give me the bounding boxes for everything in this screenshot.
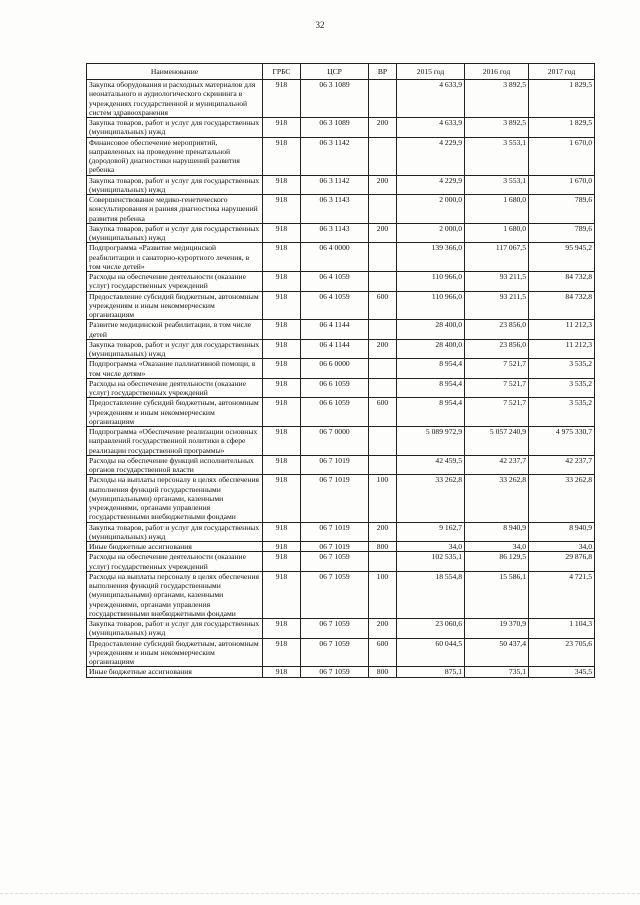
cell-2017: 29 876,8 — [529, 552, 595, 572]
cell-2015: 8 954,4 — [397, 378, 465, 398]
cell-vr: 200 — [369, 619, 397, 639]
cell-2017: 23 705,6 — [529, 638, 595, 667]
cell-csr: 06 4 1059 — [301, 291, 369, 320]
cell-vr: 800 — [369, 542, 397, 552]
cell-csr: 06 7 1019 — [301, 475, 369, 522]
cell-grbs: 918 — [263, 272, 301, 292]
cell-2017: 34,0 — [529, 542, 595, 552]
cell-name: Иные бюджетные ассигнования — [87, 542, 263, 552]
table-row — [87, 320, 595, 340]
cell-2015: 34,0 — [397, 542, 465, 552]
table-row — [87, 223, 595, 243]
cell-name: Закупка товаров, работ и услуг для государственных (муниципальных) нужд — [87, 522, 263, 542]
cell-2017: 4 721,5 — [529, 571, 595, 618]
cell-vr — [369, 320, 397, 340]
table-row — [87, 378, 595, 398]
cell-2015: 8 954,4 — [397, 398, 465, 427]
table-row — [87, 80, 595, 118]
cell-grbs: 918 — [263, 455, 301, 475]
cell-csr: 06 7 1059 — [301, 619, 369, 639]
cell-grbs: 918 — [263, 427, 301, 456]
header-grbs: ГРБС — [263, 64, 301, 80]
table-row — [87, 619, 595, 639]
cell-2016: 8 940,9 — [465, 522, 529, 542]
cell-csr: 06 7 1059 — [301, 638, 369, 667]
cell-2016: 117 067,5 — [465, 243, 529, 272]
cell-2017: 789,6 — [529, 223, 595, 243]
cell-name: Расходы на обеспечение функций исполнительных органов государственной власти — [87, 455, 263, 475]
cell-grbs: 918 — [263, 378, 301, 398]
header-2017: 2017 год — [529, 64, 595, 80]
header-2015: 2015 год — [397, 64, 465, 80]
cell-grbs: 918 — [263, 359, 301, 379]
cell-2016: 735,1 — [465, 667, 529, 677]
page-number: 32 — [315, 20, 325, 30]
cell-grbs: 918 — [263, 195, 301, 224]
table-row — [87, 291, 595, 320]
cell-vr — [369, 80, 397, 118]
cell-name: Предоставление субсидий бюджетным, автономным учреждениям и иным некоммерческим организациям — [87, 638, 263, 667]
cell-grbs: 918 — [263, 619, 301, 639]
cell-2017: 42 237,7 — [529, 455, 595, 475]
cell-name: Расходы на выплаты персоналу в целях обеспечения выполнения функций государственными (муниципальными) органами, казенными учреждениями, органами управления государственными внебюджетными фондами — [87, 571, 263, 618]
cell-csr: 06 6 1059 — [301, 378, 369, 398]
cell-csr: 06 3 1142 — [301, 137, 369, 175]
cell-2016: 3 553,1 — [465, 137, 529, 175]
cell-grbs: 918 — [263, 475, 301, 522]
cell-name: Закупка товаров, работ и услуг для государственных (муниципальных) нужд — [87, 619, 263, 639]
table-row — [87, 359, 595, 379]
cell-csr: 06 3 1089 — [301, 80, 369, 118]
cell-grbs: 918 — [263, 320, 301, 340]
cell-vr: 600 — [369, 638, 397, 667]
cell-2017: 95 945,2 — [529, 243, 595, 272]
cell-2015: 33 262,8 — [397, 475, 465, 522]
cell-vr: 800 — [369, 667, 397, 677]
table-row — [87, 272, 595, 292]
cell-vr — [369, 243, 397, 272]
cell-vr: 200 — [369, 118, 397, 138]
cell-vr: 200 — [369, 522, 397, 542]
table-row — [87, 571, 595, 618]
table-row — [87, 243, 595, 272]
cell-2015: 102 535,1 — [397, 552, 465, 572]
table-row — [87, 455, 595, 475]
cell-2015: 23 060,6 — [397, 619, 465, 639]
cell-csr: 06 3 1089 — [301, 118, 369, 138]
cell-2017: 1 829,5 — [529, 118, 595, 138]
cell-2015: 4 633,9 — [397, 80, 465, 118]
cell-2015: 42 459,5 — [397, 455, 465, 475]
cell-name: Финансовое обеспечение мероприятий, направленных на проведение пренатальной (дородовой) диагностики нарушений развития ребенка — [87, 137, 263, 175]
cell-2015: 875,1 — [397, 667, 465, 677]
cell-vr: 100 — [369, 475, 397, 522]
cell-csr: 06 4 0000 — [301, 243, 369, 272]
cell-2017: 789,6 — [529, 195, 595, 224]
cell-name: Закупка товаров, работ и услуг для государственных (муниципальных) нужд — [87, 223, 263, 243]
cell-vr: 600 — [369, 398, 397, 427]
cell-csr: 06 7 1059 — [301, 667, 369, 677]
cell-grbs: 918 — [263, 522, 301, 542]
cell-2016: 1 680,0 — [465, 195, 529, 224]
table-row — [87, 522, 595, 542]
cell-csr: 06 7 0000 — [301, 427, 369, 456]
cell-2017: 84 732,8 — [529, 272, 595, 292]
table-row — [87, 398, 595, 427]
cell-2016: 1 680,0 — [465, 223, 529, 243]
cell-grbs: 918 — [263, 398, 301, 427]
cell-vr — [369, 427, 397, 456]
cell-2017: 3 535,2 — [529, 378, 595, 398]
cell-name: Расходы на выплаты персоналу в целях обеспечения выполнения функций государственными (муниципальными) органами, казенными учреждениями, органами управления государственными внебюджетными фондами — [87, 475, 263, 522]
cell-2016: 93 211,5 — [465, 291, 529, 320]
cell-name: Предоставление субсидий бюджетным, автономным учреждениям и иным некоммерческим организациям — [87, 291, 263, 320]
cell-vr: 200 — [369, 223, 397, 243]
cell-2016: 19 370,9 — [465, 619, 529, 639]
cell-grbs: 918 — [263, 552, 301, 572]
cell-2016: 50 437,4 — [465, 638, 529, 667]
cell-2015: 110 966,0 — [397, 291, 465, 320]
cell-grbs: 918 — [263, 667, 301, 677]
cell-2016: 33 262,8 — [465, 475, 529, 522]
cell-csr: 06 3 1143 — [301, 195, 369, 224]
cell-2017: 1 829,5 — [529, 80, 595, 118]
cell-csr: 06 7 1019 — [301, 542, 369, 552]
cell-2016: 3 892,5 — [465, 80, 529, 118]
cell-2016: 42 237,7 — [465, 455, 529, 475]
cell-2015: 139 366,0 — [397, 243, 465, 272]
cell-2016: 5 057 240,9 — [465, 427, 529, 456]
cell-csr: 06 6 1059 — [301, 398, 369, 427]
cell-2016: 23 856,0 — [465, 339, 529, 359]
table-header-row — [87, 64, 595, 80]
cell-csr: 06 7 1059 — [301, 552, 369, 572]
cell-vr: 200 — [369, 339, 397, 359]
cell-name: Закупка оборудования и расходных материалов для неонатального и аудиологического скрининга в учреждениях государственной и муниципальной систем здравоохранения — [87, 80, 263, 118]
cell-2017: 4 975 330,7 — [529, 427, 595, 456]
cell-name: Подпрограмма «Обеспечение реализации основных направлений государственной политики в сфере реализации государственной программы» — [87, 427, 263, 456]
table-row — [87, 638, 595, 667]
cell-2017: 1 104,3 — [529, 619, 595, 639]
cell-name: Совершенствование медико-генетического консультирования и ранняя диагностика нарушений развития ребенка — [87, 195, 263, 224]
cell-vr: 200 — [369, 175, 397, 195]
cell-csr: 06 3 1143 — [301, 223, 369, 243]
table-row — [87, 475, 595, 522]
table-row — [87, 137, 595, 175]
cell-csr: 06 7 1019 — [301, 455, 369, 475]
cell-name: Подпрограмма «Развитие медицинской реабилитации и санаторно-курортного лечения, в том числе детей» — [87, 243, 263, 272]
cell-2015: 60 044,5 — [397, 638, 465, 667]
cell-name: Расходы на обеспечение деятельности (оказание услуг) государственных учреждений — [87, 272, 263, 292]
table-row — [87, 667, 595, 677]
cell-vr — [369, 378, 397, 398]
cell-name: Закупка товаров, работ и услуг для государственных (муниципальных) нужд — [87, 339, 263, 359]
cell-csr: 06 4 1059 — [301, 272, 369, 292]
cell-name: Расходы на обеспечение деятельности (оказание услуг) государственных учреждений — [87, 378, 263, 398]
cell-2015: 110 966,0 — [397, 272, 465, 292]
cell-vr — [369, 272, 397, 292]
cell-csr: 06 6 0000 — [301, 359, 369, 379]
cell-2017: 3 535,2 — [529, 359, 595, 379]
cell-name: Предоставление субсидий бюджетным, автономным учреждениям и иным некоммерческим организациям — [87, 398, 263, 427]
cell-name: Закупка товаров, работ и услуг для государственных (муниципальных) нужд — [87, 175, 263, 195]
cell-2016: 7 521,7 — [465, 378, 529, 398]
cell-vr — [369, 137, 397, 175]
cell-csr: 06 4 1144 — [301, 320, 369, 340]
header-2016: 2016 год — [465, 64, 529, 80]
cell-2015: 2 000,0 — [397, 195, 465, 224]
cell-2015: 5 089 972,9 — [397, 427, 465, 456]
cell-2015: 8 954,4 — [397, 359, 465, 379]
cell-2016: 7 521,7 — [465, 398, 529, 427]
table-row — [87, 175, 595, 195]
cell-2017: 1 670,0 — [529, 175, 595, 195]
cell-grbs: 918 — [263, 291, 301, 320]
cell-2015: 9 162,7 — [397, 522, 465, 542]
cell-2015: 4 229,9 — [397, 137, 465, 175]
cell-grbs: 918 — [263, 571, 301, 618]
cell-2017: 1 670,0 — [529, 137, 595, 175]
cell-2015: 18 554,8 — [397, 571, 465, 618]
cell-name: Расходы на обеспечение деятельности (оказание услуг) государственных учреждений — [87, 552, 263, 572]
cell-vr — [369, 455, 397, 475]
cell-name: Развитие медицинской реабилитации, в том числе детей — [87, 320, 263, 340]
cell-2016: 34,0 — [465, 542, 529, 552]
table-row — [87, 542, 595, 552]
cell-grbs: 918 — [263, 223, 301, 243]
cell-csr: 06 7 1019 — [301, 522, 369, 542]
cell-vr: 100 — [369, 571, 397, 618]
table-row — [87, 118, 595, 138]
cell-grbs: 918 — [263, 175, 301, 195]
cell-vr — [369, 359, 397, 379]
cell-2015: 4 229,9 — [397, 175, 465, 195]
bottom-dashed-rule — [0, 893, 640, 894]
cell-grbs: 918 — [263, 339, 301, 359]
header-csr: ЦСР — [301, 64, 369, 80]
cell-2016: 23 856,0 — [465, 320, 529, 340]
budget-table — [86, 63, 595, 678]
cell-vr — [369, 552, 397, 572]
cell-2017: 345,5 — [529, 667, 595, 677]
cell-grbs: 918 — [263, 137, 301, 175]
cell-2017: 33 262,8 — [529, 475, 595, 522]
cell-2017: 84 732,8 — [529, 291, 595, 320]
cell-2016: 15 586,1 — [465, 571, 529, 618]
cell-name: Иные бюджетные ассигнования — [87, 667, 263, 677]
cell-2015: 2 000,0 — [397, 223, 465, 243]
header-vr: ВР — [369, 64, 397, 80]
cell-2015: 4 633,9 — [397, 118, 465, 138]
cell-csr: 06 7 1059 — [301, 571, 369, 618]
cell-2017: 11 212,3 — [529, 320, 595, 340]
table-row — [87, 195, 595, 224]
table-row — [87, 427, 595, 456]
cell-grbs: 918 — [263, 542, 301, 552]
cell-2015: 28 400,0 — [397, 339, 465, 359]
cell-2016: 7 521,7 — [465, 359, 529, 379]
cell-2017: 3 535,2 — [529, 398, 595, 427]
cell-2017: 11 212,3 — [529, 339, 595, 359]
cell-2016: 3 892,5 — [465, 118, 529, 138]
table-row — [87, 552, 595, 572]
cell-2017: 8 940,9 — [529, 522, 595, 542]
cell-vr — [369, 195, 397, 224]
header-name: Наименование — [87, 64, 263, 80]
cell-grbs: 918 — [263, 118, 301, 138]
cell-csr: 06 3 1142 — [301, 175, 369, 195]
cell-2016: 93 211,5 — [465, 272, 529, 292]
table-body — [87, 80, 595, 678]
cell-2015: 28 400,0 — [397, 320, 465, 340]
cell-grbs: 918 — [263, 638, 301, 667]
table-row — [87, 339, 595, 359]
cell-2016: 86 129,5 — [465, 552, 529, 572]
cell-csr: 06 4 1144 — [301, 339, 369, 359]
cell-grbs: 918 — [263, 243, 301, 272]
cell-name: Подпрограмма «Оказание паллиативной помощи, в том числе детям» — [87, 359, 263, 379]
cell-2016: 3 553,1 — [465, 175, 529, 195]
cell-name: Закупка товаров, работ и услуг для государственных (муниципальных) нужд — [87, 118, 263, 138]
cell-vr: 600 — [369, 291, 397, 320]
cell-grbs: 918 — [263, 80, 301, 118]
